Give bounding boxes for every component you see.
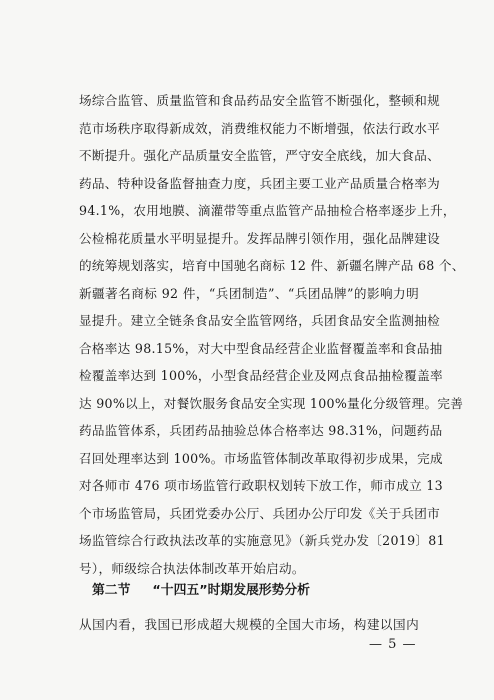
text-line: 召回处理率达到 100%。市场监管体制改革取得初步成果，完成 [79,450,443,466]
text-line: 范市场秩序取得新成效，消费维权能力不断增强，依法行政水平 [79,120,441,136]
text-line: 药品、特种设备监督抽查力度，兵团主要工业产品质量合格率为 [79,175,441,191]
text-line: 合格率达 98.15%，对大中型食品经营企业监督覆盖率和食品抽 [79,340,443,356]
text-line: 94.1%，农用地膜、滴灌带等重点监管产品抽检合格率逐步上升， [79,203,456,218]
text-line: 检覆盖率达到 100%，小型食品经营企业及网点食品抽检覆盖率 [79,368,443,383]
text-line: 从国内看，我国已形成超大规模的全国大市场，构建以国内 [79,617,419,632]
text-line: 药品监管体系，兵团药品抽验总体合格率达 98.31%，问题药品 [79,423,443,438]
text-line: 场监管综合行政执法改革的实施意见》（新兵党办发〔2019〕81 [79,533,445,548]
text-line: 对各师市 476 项市场监管行政职权划转下放工作，师市成立 13 [79,478,443,493]
text-line: 的统筹规划落实，培育中国驰名商标 12 件、新疆名牌产品 68 个、 [79,258,465,273]
text-line: 公检棉花质量水平明显提升。发挥品牌引领作用，强化品牌建设 [79,230,441,246]
next-paragraph [79,611,419,639]
section-title: “十四五”时期发展形势分析 [152,583,310,598]
section-heading [92,581,412,601]
text-line: 达 90%以上，对餐饮服务食品安全实现 100%量化分级管理。完善 [79,395,464,411]
text-line: 场综合监管、质量监管和食品药品安全监管不断强化，整顿和规 [79,93,441,108]
text-line: 个市场监管局，兵团党委办公厅、兵团办公厅印发《关于兵团市 [79,505,441,521]
text-line: 显提升。建立全链条食品安全监管网络，兵团食品安全监测抽检 [79,313,441,328]
section-label: 第二节 [92,583,131,598]
body-paragraph [79,87,465,582]
page-number: — 5 — [369,637,417,652]
text-line: 新疆著名商标 92 件，“兵团制造”、“兵团品牌”的影响力明 [79,285,419,301]
text-line: 不断提升。强化产品质量安全监管，严守安全底线，加大食品、 [79,148,441,163]
text-line: 号），师级综合执法体制改革开始启动。 [79,560,305,576]
